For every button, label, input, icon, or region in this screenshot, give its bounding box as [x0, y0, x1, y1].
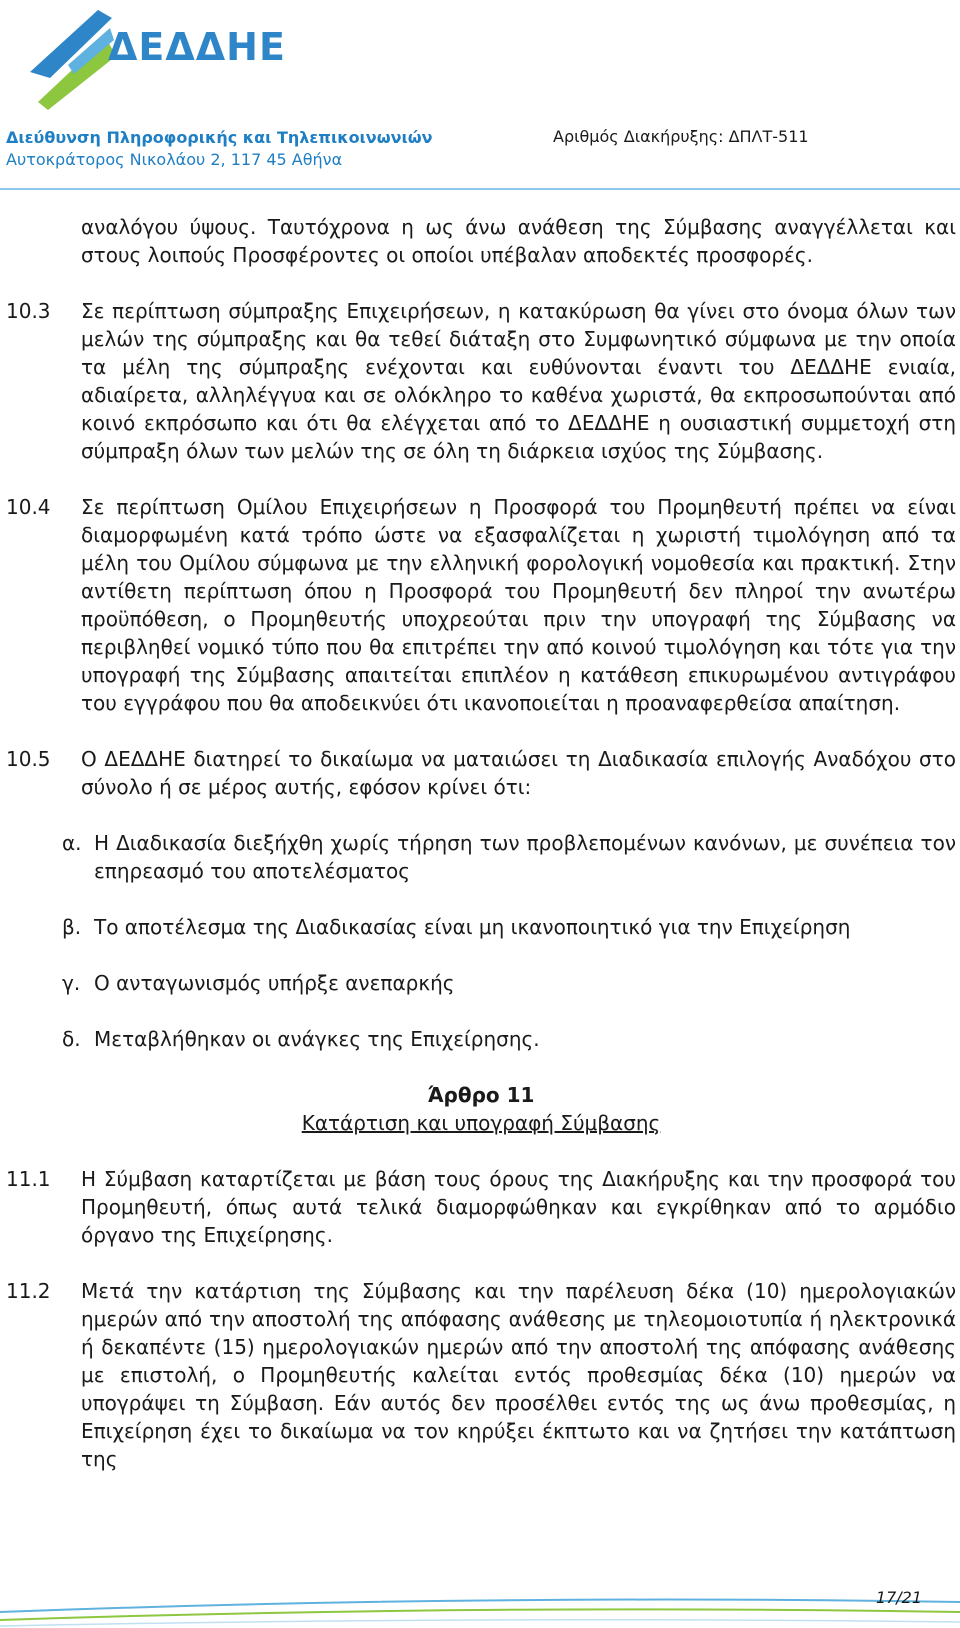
- paragraph-number: 10.3: [6, 299, 51, 323]
- paragraph-text: Μετά την κατάρτιση της Σύμβασης και την παρέλευση δέκα (10) ημερολογιακών ημερών από την αποστολή της απόφασης ανάθεσης με τηλεομοιοτυπία ή ηλεκτρονικά ή δεκαπέντε (15) ημερολογιακών ημερών από την αποστολή της απόφασης ανάθεσης με επιστολή, ο Προμηθευτής καλείται εντός προθεσμίας δέκα (10) ημερών να υπογράψει τη Σύμβαση. Εάν αυτός δεν προσέλθει εντός της ως άνω προθεσμίας, η Επιχείρηση έχει το δικαίωμα να τον κηρύξει έκπτωτο και να ζητήσει την κατάπτωση της: [81, 1279, 956, 1471]
- footer-decoration: [0, 1590, 960, 1628]
- list-item-text: Μεταβλήθηκαν οι ανάγκες της Επιχείρησης.: [94, 1027, 540, 1051]
- paragraph-text: Ο ΔΕΔΔΗΕ διατηρεί το δικαίωμα να ματαιώσει τη Διαδικασία επιλογής Αναδόχου στο σύνολο ή σε μέρος αυτής, εφόσον κρίνει ότι:: [81, 747, 956, 799]
- department-name: Διεύθυνση Πληροφορικής και Τηλεπικοινωνιών: [6, 128, 433, 147]
- list-item-text: Το αποτέλεσμα της Διαδικασίας είναι μη ικανοποιητικό για την Επιχείρηση: [94, 915, 851, 939]
- paragraph-text: Σε περίπτωση Ομίλου Επιχειρήσεων η Προσφορά του Προμηθευτή πρέπει να είναι διαμορφωμένη κατά τρόπο ώστε να εξασφαλίζεται η χωριστή τιμολόγηση από τα μέλη του Ομίλου σύμφωνα με την ελληνική φορολογική νομοθεσία και πρακτική. Στην αντίθετη περίπτωση όπου η Προσφορά του Προμηθευτή δεν πληροί την ανωτέρω προϋπόθεση, ο Προμηθευτής υποχρεούται πριν την υπογραφή της Σύμβασης να περιβληθεί νομικό τύπο που θα επιτρέπει την από κοινού τιμολόγηση και τότε για την υπογραφή της Σύμβασης απαιτείται επιπλέον η κατάθεση επικυρωμένου αντιγράφου του εγγράφου που θα αποδεικνύει ότι ικανοποιείται η προαναφερθείσα απαίτηση.: [81, 495, 956, 715]
- brand-name: ΔΕΔΔΗΕ: [108, 25, 286, 69]
- paragraph-number: 10.5: [6, 747, 51, 771]
- article-title: Άρθρο 11: [427, 1083, 535, 1107]
- department-address: Αυτοκράτορος Νικολάου 2, 117 45 Αθήνα: [6, 150, 343, 169]
- paragraph-10-5: [6, 745, 956, 801]
- list-item: [6, 969, 956, 997]
- header-left: [6, 127, 433, 171]
- list-item: [6, 1025, 956, 1053]
- paragraph-10-4: [6, 493, 956, 717]
- list-item-label: β.: [62, 915, 82, 939]
- paragraph-11-1: [6, 1165, 956, 1249]
- paragraph-number: 11.2: [6, 1279, 51, 1303]
- paragraph-number: 10.4: [6, 495, 51, 519]
- article-subtitle: Κατάρτιση και υπογραφή Σύμβασης: [301, 1111, 661, 1135]
- paragraph-10-3: [6, 297, 956, 465]
- document-body: [6, 213, 956, 1501]
- footer-line-green: [0, 1609, 960, 1620]
- list-item-label: α.: [62, 831, 82, 855]
- list-item-text: Η Διαδικασία διεξήχθη χωρίς τήρηση των προβλεπομένων κανόνων, με συνέπεια τον επηρεασμό του αποτελέσματος: [94, 831, 956, 883]
- paragraph-text: Η Σύμβαση καταρτίζεται με βάση τους όρους της Διακήρυξης και την προσφορά του Προμηθευτή, όπως αυτά τελικά διαμορφώθηκαν και εγκρίθηκαν από το αρμόδιο όργανο της Επιχείρησης.: [81, 1167, 956, 1247]
- list-item-text: Ο ανταγωνισμός υπήρξε ανεπαρκής: [94, 971, 455, 995]
- page-number: 17/21: [875, 1588, 922, 1607]
- footer-line-light: [0, 1620, 960, 1626]
- paragraph-11-2: [6, 1277, 956, 1473]
- intro-text: αναλόγου ύψους. Ταυτόχρονα η ως άνω ανάθεση της Σύμβασης αναγγέλλεται και στους λοιπούς Προσφέροντες οι οποίοι υπέβαλαν αποδεκτές προσφορές.: [81, 215, 956, 267]
- paragraph-number: 11.1: [6, 1167, 51, 1191]
- list-item: [6, 913, 956, 941]
- intro-paragraph: [6, 213, 956, 269]
- list-item: [6, 829, 956, 885]
- paragraph-text: Σε περίπτωση σύμπραξης Επιχειρήσεων, η κατακύρωση θα γίνει στο όνομα όλων των μελών της σύμπραξης και θα τεθεί διάταξη στο Συμφωνητικό σύμφωνα με την οποία τα μέλη της σύμπραξης ενέχονται και ευθύνονται έναντι του ΔΕΔΔΗΕ ενιαία, αδιαίρετα, αλληλέγγυα και σε ολόκληρο το καθένα χωριστά, θα εκπροσωπούνται από κοινό εκπρόσωπο και ότι θα ελέγχεται από το ΔΕΔΔΗΕ η ουσιαστική συμμετοχή στη σύμπραξη όλων των μελών της σε όλη τη διάρκεια ισχύος της Σύμβασης.: [81, 299, 956, 463]
- list-item-label: δ.: [62, 1027, 81, 1051]
- list-item-label: γ.: [62, 971, 81, 995]
- notice-number: Αριθμός Διακήρυξης: ΔΠΛΤ-511: [553, 127, 809, 146]
- header-divider: [0, 188, 960, 190]
